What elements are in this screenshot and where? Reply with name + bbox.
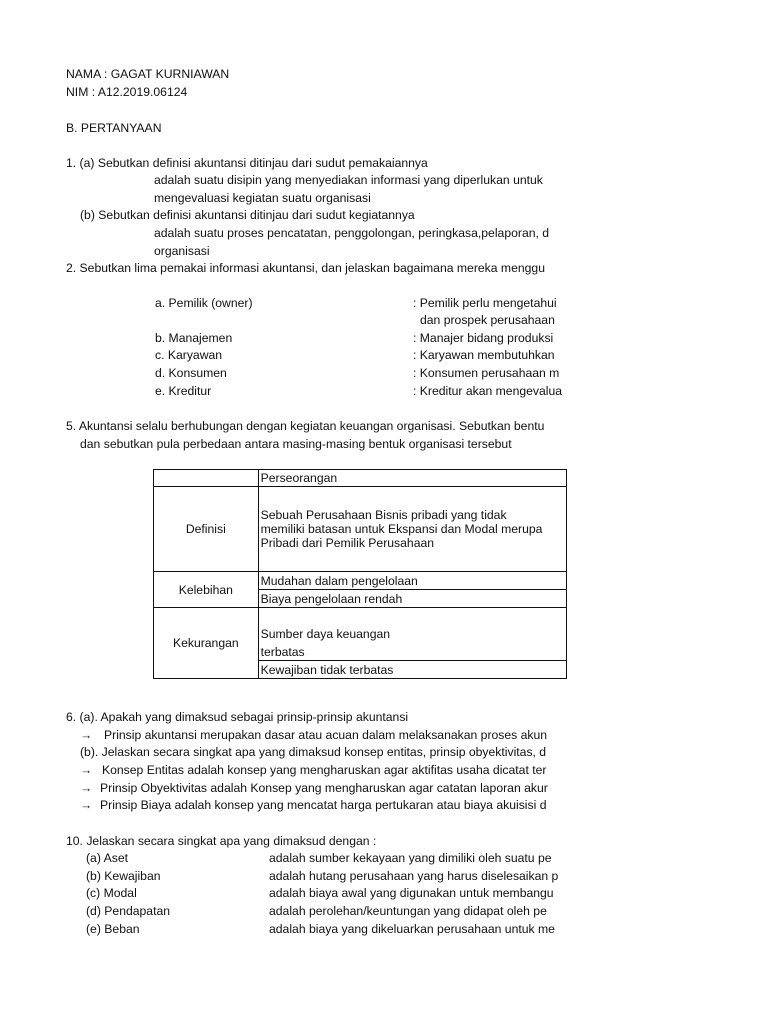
q1a-answer-line2: mengevaluasi kegiatan suatu organisasi <box>154 191 371 205</box>
definisi-text-line2: memiliki batasan untuk Ekspansi dan Modal merupa <box>260 522 543 536</box>
q2-user-label: b. Manajemen <box>155 331 233 345</box>
q1b-question: (b) Sebutkan definisi akuntansi ditinjau dari sudut kegiatannya <box>80 208 415 222</box>
q1a-answer-line1: adalah suatu disipin yang menyediakan informasi yang diperlukan untuk <box>154 173 543 187</box>
q10-term-desc: adalah sumber kekayaan yang dimiliki oleh suatu pe <box>269 851 552 865</box>
table-row <box>154 608 567 661</box>
arrow-right-icon: → <box>80 798 93 812</box>
q2-user-desc: : Manajer bidang produksi <box>413 331 554 345</box>
section-title: B. PERTANYAAN <box>66 121 162 135</box>
table-row <box>154 470 567 487</box>
q5-question-line1: 5. Akuntansi selalu berhubungan dengan kegiatan keuangan organisasi. Sebutkan bentu <box>66 419 545 433</box>
q10-term-desc: adalah biaya yang dikeluarkan perusahaan untuk me <box>269 922 555 936</box>
kelebihan-item: Mudahan dalam pengelolaan <box>258 572 566 590</box>
q10-question: 10. Jelaskan secara singkat apa yang dimaksud dengan : <box>66 834 377 848</box>
kelebihan-item: Biaya pengelolaan rendah <box>258 590 566 608</box>
table-row <box>154 487 567 572</box>
definisi-text-line3: Pribadi dari Pemilik Perusahaan <box>260 536 435 550</box>
table-corner-cell <box>154 470 259 487</box>
q2-user-desc-continued: dan prospek perusahaan <box>420 313 555 327</box>
q10-term-desc: adalah hutang perusahaan yang harus diselesaikan p <box>269 869 559 883</box>
table-row <box>154 572 567 590</box>
kekurangan-item: Sumber daya keuangan <box>260 627 391 641</box>
q1a-question: 1. (a) Sebutkan definisi akuntansi ditinjau dari sudut pemakaiannya <box>66 156 428 170</box>
kekurangan-item-continued: terbatas <box>260 645 305 659</box>
kekurangan-label: Kekurangan <box>154 608 259 679</box>
q10-term-desc: adalah perolehan/keuntungan yang didapat oleh pe <box>269 904 547 918</box>
q1b-answer-line1: adalah suatu proses pencatatan, penggolongan, peringkasa,pelaporan, d <box>154 226 550 240</box>
q2-user-label: a. Pemilik (owner) <box>155 296 253 310</box>
q2-user-label: e. Kreditur <box>155 384 212 398</box>
q2-user-label: d. Konsumen <box>155 366 227 380</box>
q2-question: 2. Sebutkan lima pemakai informasi akuntansi, dan jelaskan bagaimana mereka menggu <box>66 261 545 275</box>
q6b-answer-obyektivitas: → Prinsip Obyektivitas adalah Konsep yang mengharuskan agar catatan laporan akur <box>80 781 548 795</box>
q2-user-desc: : Karyawan membutuhkan <box>413 348 555 362</box>
kekurangan-cell <box>258 608 566 661</box>
q10-term-label: (b) Kewajiban <box>86 869 161 883</box>
kelebihan-label: Kelebihan <box>154 572 259 608</box>
q6a-answer: → Prinsip akuntansi merupakan dasar atau acuan dalam melaksanakan proses akun <box>80 728 548 742</box>
table-header-perseorangan: Perseorangan <box>258 470 566 487</box>
q2-user-desc: : Konsumen perusahaan m <box>413 366 560 380</box>
student-name: NAMA : GAGAT KURNIAWAN <box>66 67 230 81</box>
q2-user-desc: : Kreditur akan mengevalua <box>413 384 563 398</box>
arrow-right-icon: → <box>80 763 93 777</box>
q10-term-desc: adalah biaya awal yang digunakan untuk membangu <box>269 886 554 900</box>
q2-user-desc: : Pemilik perlu mengetahui <box>413 296 557 310</box>
arrow-right-icon: → <box>80 728 93 742</box>
q5-question-line2: dan sebutkan pula perbedaan antara masing-masing bentuk organisasi tersebut <box>80 437 512 451</box>
q10-term-label: (a) Aset <box>86 851 128 865</box>
definisi-text-line1: Sebuah Perusahaan Bisnis pribadi yang tidak <box>260 508 507 522</box>
q10-term-label: (d) Pendapatan <box>86 904 171 918</box>
kekurangan-item: Kewajiban tidak terbatas <box>258 661 566 679</box>
q1b-answer-line2: organisasi <box>154 244 210 258</box>
definisi-cell <box>258 487 566 572</box>
q10-term-label: (e) Beban <box>86 922 140 936</box>
definisi-label: Definisi <box>154 487 259 572</box>
organization-comparison-table <box>153 469 567 679</box>
q2-user-label: c. Karyawan <box>155 348 223 362</box>
student-nim: NIM : A12.2019.06124 <box>66 85 188 99</box>
q6a-question: 6. (a). Apakah yang dimaksud sebagai prinsip-prinsip akuntansi <box>66 710 409 724</box>
q10-term-label: (c) Modal <box>86 886 137 900</box>
q6b-answer-entitas: → Konsep Entitas adalah konsep yang mengharuskan agar aktifitas usaha dicatat ter <box>80 763 547 777</box>
arrow-right-icon: → <box>80 781 93 795</box>
q6b-question: (b). Jelaskan secara singkat apa yang dimaksud konsep entitas, prinsip obyektivitas, d <box>80 745 547 759</box>
q6b-answer-biaya: → Prinsip Biaya adalah konsep yang mencatat harga pertukaran atau biaya akuisisi d <box>80 798 547 812</box>
